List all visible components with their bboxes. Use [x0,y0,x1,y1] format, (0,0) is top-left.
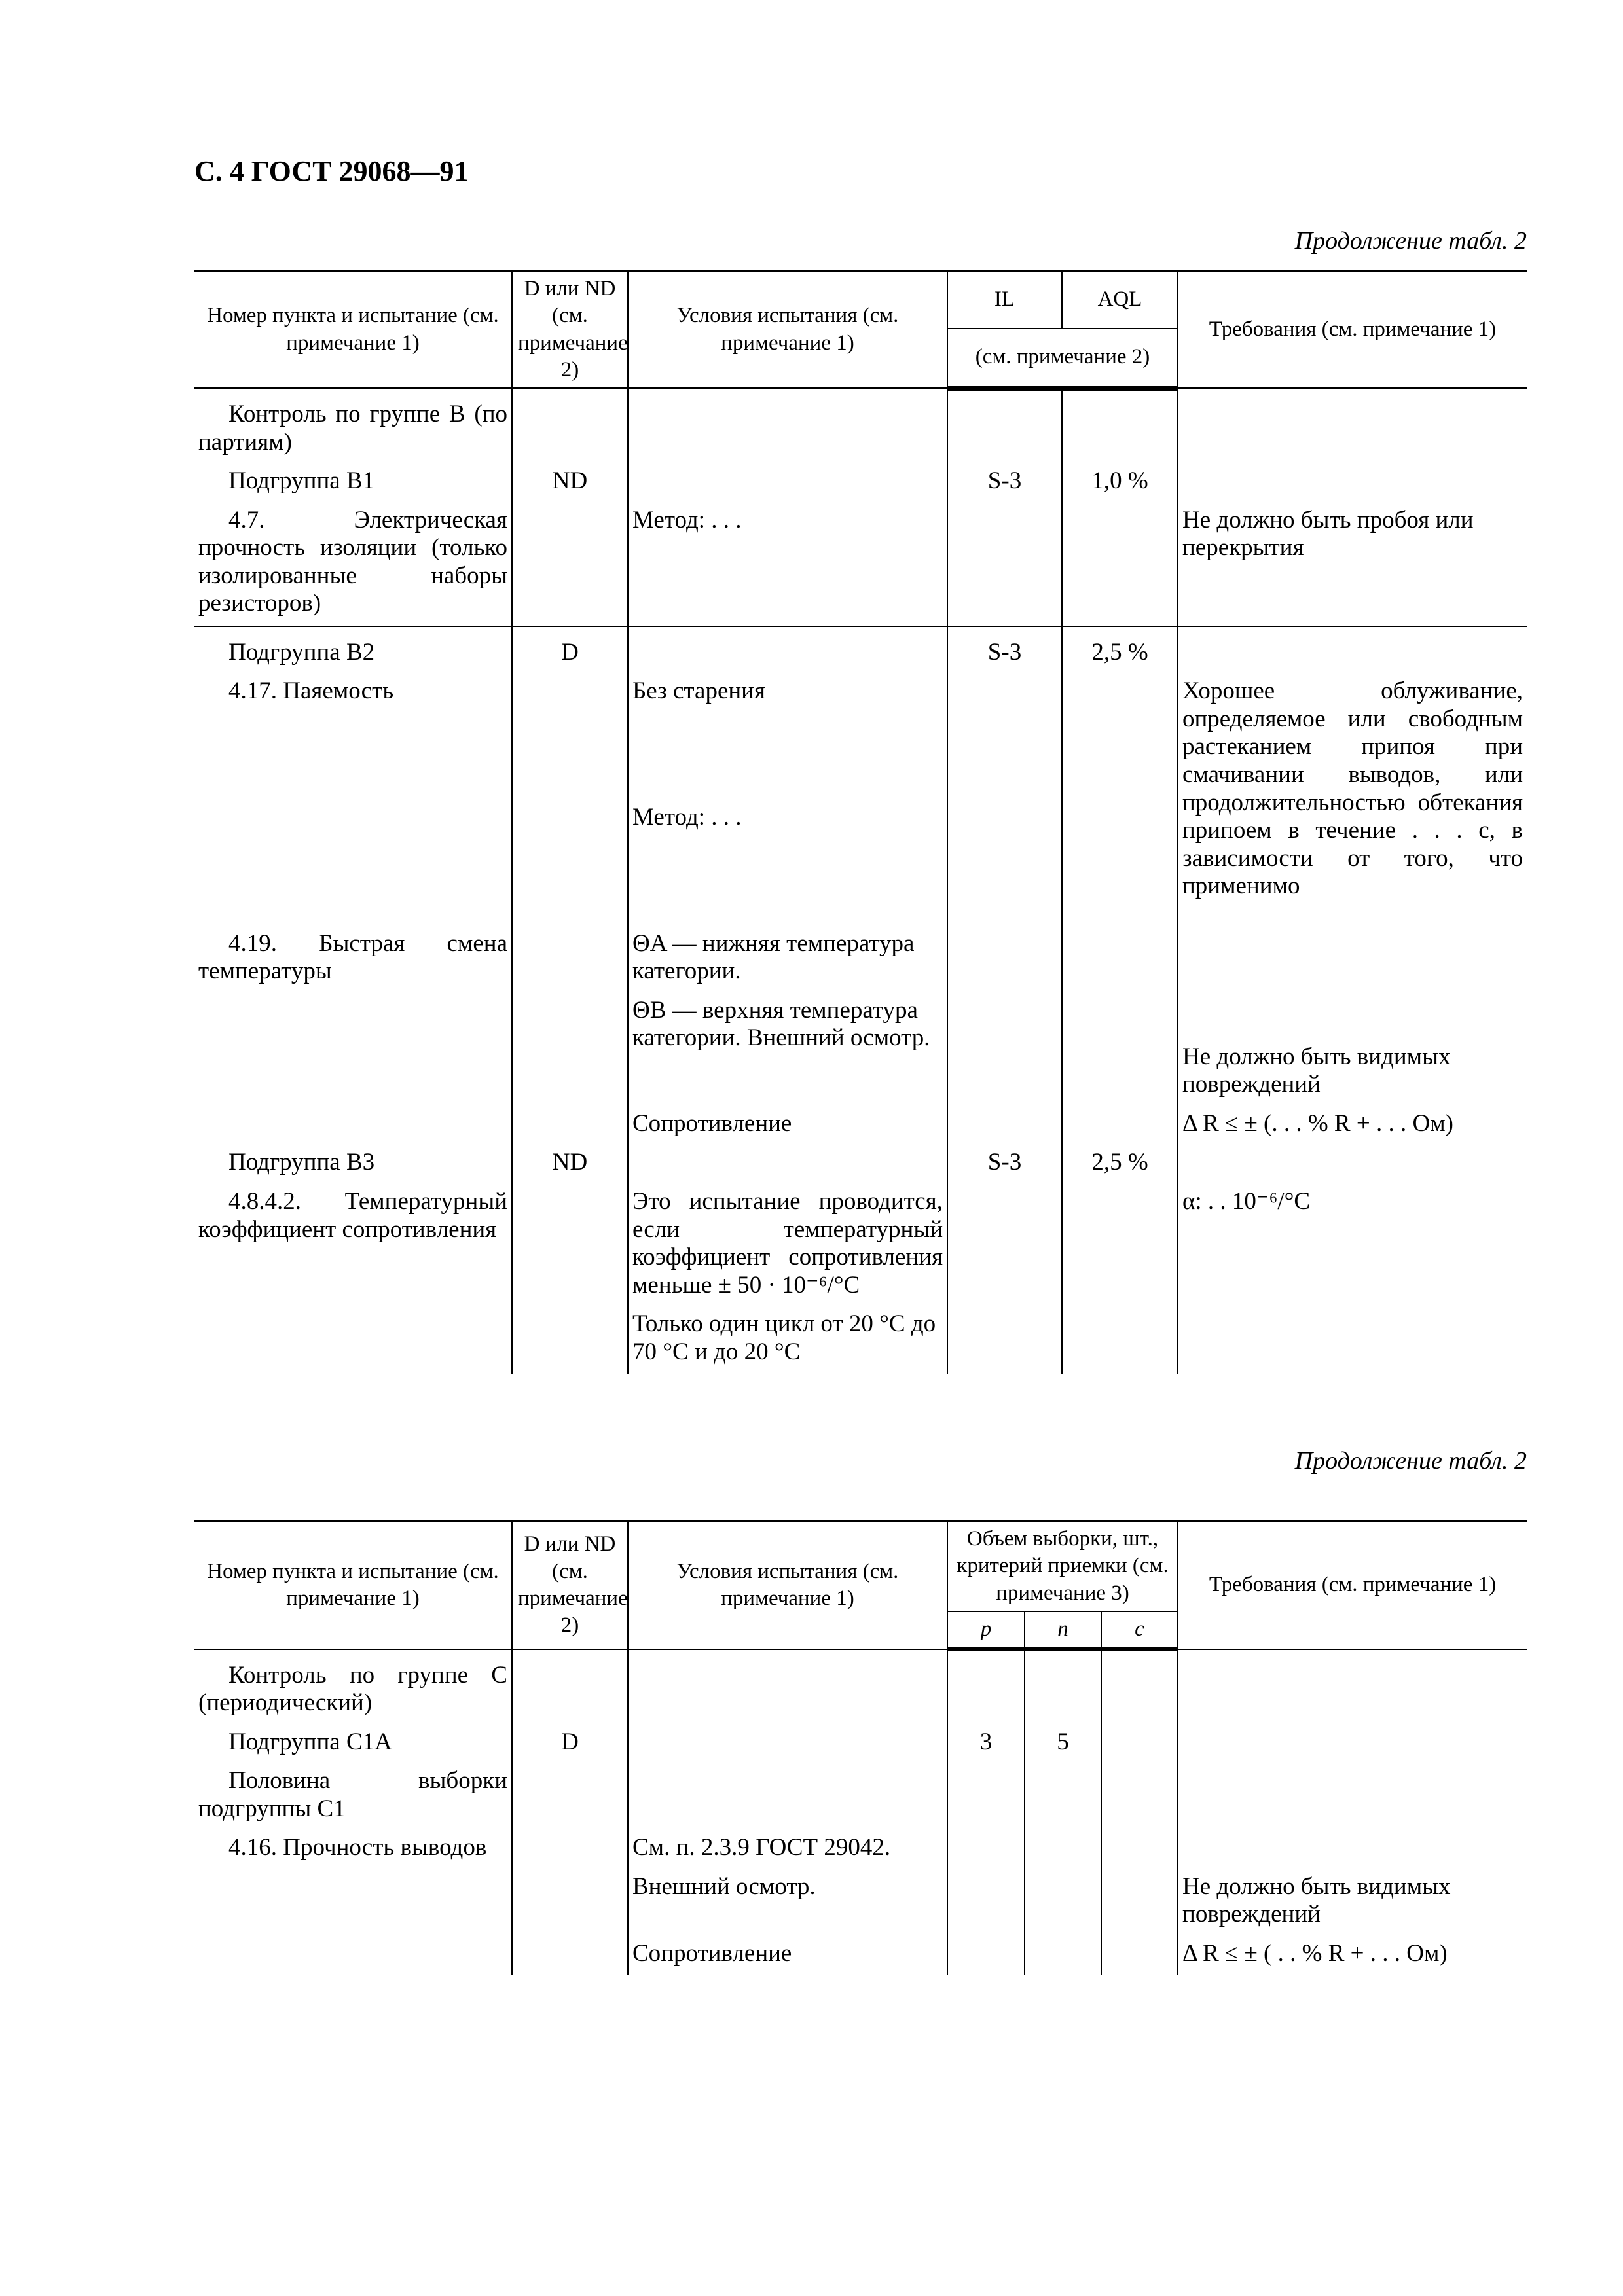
header-requirements: Требования (см. примечание 1) [1178,271,1527,389]
table-row: 4.16. Прочность выводов См. п. 2.3.9 ГОСТ 29042. [194,1831,1527,1870]
table-row: Подгруппа B2 D S-3 2,5 % [194,626,1527,675]
header-il: IL [947,271,1062,329]
table-row: 4.7. Электрическая прочность изоляции (только изолированные наборы резисторов) Метод: . . . Не должно быть пробоя или перекрытия [194,503,1527,626]
table-row: Половина выборки подгруппы C1 [194,1764,1527,1831]
continuation-label: Продолжение табл. 2 [1294,227,1527,255]
header-note-2: (см. примечание 2) [947,329,1178,388]
table-row: 4.17. Паяемость Без старения Хорошее облуживание, определяемое или свободным растеканием припоя при смачивании выводов, или продолжительностью обтекания припоем в течение . . . с, в зависимости от того, что применимо [194,674,1527,800]
header-item-test: Номер пункта и испытание (см. примечание 1) [194,1521,512,1649]
header-p: p [947,1611,1025,1649]
test-table-group-c [194,1520,1527,1975]
table-row: ΘB — верхняя температура категории. Внешний осмотр. Не должно быть видимых повреждений [194,994,1527,1107]
header-n: n [1025,1611,1101,1649]
header-d-nd: D или ND (см. примечание 2) [512,271,628,389]
table-row: Подгруппа B1 ND S-3 1,0 % [194,464,1527,503]
table-row: Контроль по группе C (периодический) [194,1649,1527,1725]
test-table-group-b [194,270,1527,1374]
header-requirements: Требования (см. примечание 1) [1178,1521,1527,1649]
table-row: Метод: . . . [194,800,1527,927]
header-test-conditions: Условия испытания (см. примечание 1) [628,1521,947,1649]
table-row: Только один цикл от 20 °С до 70 °С и до 20 °С [194,1307,1527,1374]
page-header: С. 4 ГОСТ 29068—91 [194,155,469,187]
table-row: Сопротивление Δ R ≤ ± ( . . % R + . . . Ом) [194,1937,1527,1976]
header-d-nd: D или ND (см. примечание 2) [512,1521,628,1649]
header-item-test: Номер пункта и испытание (см. примечание 1) [194,271,512,389]
table-row: 4.19. Быстрая смена температуры ΘA — нижняя температура категории. [194,927,1527,994]
header-sample-size: Объем выборки, шт., критерий приемки (см. примечание 3) [947,1521,1178,1611]
header-aql: AQL [1062,271,1178,329]
table-row: 4.8.4.2. Температурный коэффициент сопротивления Это испытание проводится, если температурный коэффициент сопротивления меньше ± 50 · 10⁻⁶/°С α: . . 10⁻⁶/°С [194,1185,1527,1307]
table-row: Контроль по группе B (по партиям) [194,388,1527,464]
header-c: c [1101,1611,1178,1649]
table-row: Внешний осмотр. Не должно быть видимых повреждений [194,1870,1527,1937]
table-row: Подгруппа B3 ND S-3 2,5 % [194,1145,1527,1185]
table-row: Сопротивление Δ R ≤ ± (. . . % R + . . . Ом) [194,1107,1527,1146]
header-test-conditions: Условия испытания (см. примечание 1) [628,271,947,389]
table-row: Подгруппа C1A D 3 5 [194,1725,1527,1765]
continuation-label: Продолжение табл. 2 [1294,1447,1527,1475]
